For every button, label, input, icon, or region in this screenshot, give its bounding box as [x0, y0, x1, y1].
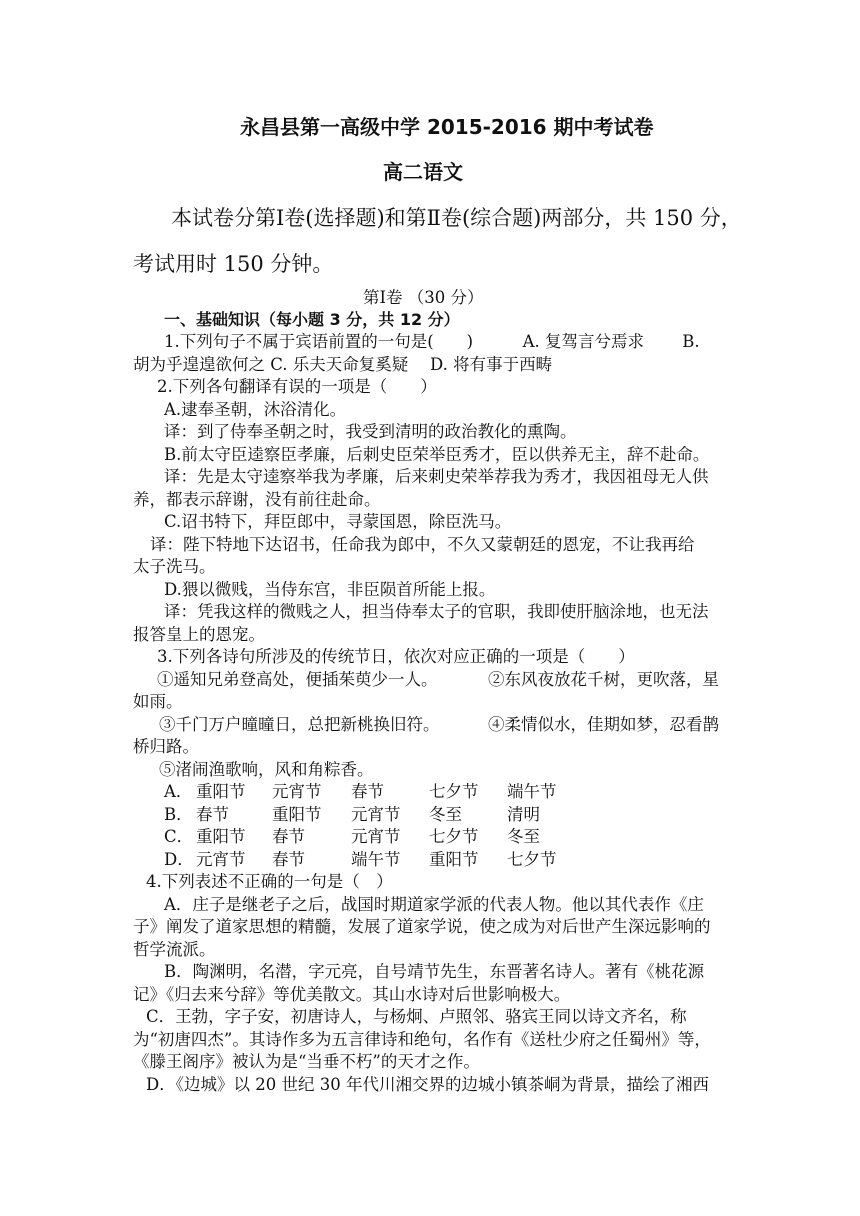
q3-option-item: 冬至: [429, 805, 462, 824]
q3-option-item: 元宵节: [351, 827, 401, 846]
subject-title: 高二语文: [383, 160, 463, 184]
q3-poem-4: ④柔情似水，佳期如梦，忍看鹊: [488, 715, 719, 734]
q3-poem-2-cont: 如雨。: [133, 692, 183, 711]
q3-option-label: C．: [164, 827, 194, 846]
q3-option-item: 春节: [272, 827, 305, 846]
q4-option-c-line-2: 为“初唐四杰”。其诗作多为五言律诗和绝句，名作有《送杜少府之任蜀州》等，: [133, 1030, 711, 1049]
q4-option-c-line-3: 《滕王阁序》被认为是“当垂不朽”的天才之作。: [133, 1052, 480, 1071]
q2-option-a-translation: 译：到了侍奉圣朝之时，我受到清明的政治教化的熏陶。: [164, 422, 577, 441]
q3-option-item: 七夕节: [429, 782, 479, 801]
q3-option-label: D．: [164, 850, 194, 869]
q2-option-d: D.猥以微贱，当侍东宫，非臣陨首所能上报。: [164, 580, 496, 599]
q3-option-item: 春节: [272, 850, 305, 869]
q2-option-c-translation-1: 译：陛下特地下达诏书，任命我为郎中，不久又蒙朝廷的恩宠，不让我再给: [150, 535, 695, 554]
q3-option-row: [0, 781, 860, 803]
q3-poem-1: ①遥知兄弟登高处，便插茱萸少一人。: [157, 670, 438, 689]
intro-line-2: 考试用时 150 分钟。: [133, 252, 334, 276]
q2-option-b-translation-2: 养，都表示辞谢，没有前往赴命。: [133, 490, 381, 509]
q2-option-c: C.诏书特下，拜臣郎中，寻蒙国恩，除臣洗马。: [164, 512, 512, 531]
q4-option-c-line-1: C．王勃，字子安，初唐诗人，与杨炯、卢照邻、骆宾王同以诗文齐名，称: [146, 1007, 687, 1026]
q3-option-item: 春节: [351, 782, 384, 801]
q3-option-label: A．: [164, 782, 193, 801]
q3-poem-4-cont: 桥归路。: [133, 737, 199, 756]
q3-option-item: 元宵节: [196, 850, 246, 869]
q4-stem: 4.下列表述不正确的一句是（ ）: [146, 872, 393, 891]
q3-poem-3: ③千门万户曈曈日，总把新桃换旧符。: [159, 715, 440, 734]
q3-option-item: 七夕节: [507, 850, 557, 869]
q4-option-b-line-1: B．陶渊明，名潜，字元亮，自号靖节先生，东晋著名诗人。著有《桃花源: [164, 962, 705, 981]
q4-option-a-line-1: A．庄子是继老子之后，战国时期道家学派的代表人物。他以其代表作《庄: [164, 895, 704, 914]
q3-poem-2: ②东风夜放花千树，更吹落，星: [488, 670, 719, 689]
q3-option-item: 重阳节: [272, 805, 322, 824]
q2-option-b: B.前太守臣逵察臣孝廉，后刺史臣荣举臣秀才，臣以供养无主，辞不赴命。: [164, 445, 710, 464]
q3-option-item: 重阳节: [196, 827, 246, 846]
section-heading: 一、基础知识（每小题 3 分，共 12 分）: [164, 310, 460, 329]
q1-line-1: 1.下列句子不属于宾语前置的一句是( ) A. 复驾言兮焉求 B.: [164, 332, 700, 351]
q2-option-b-translation-1: 译：先是太守逵察举我为孝廉，后来刺史荣举荐我为秀才，我因祖母无人供: [164, 467, 709, 486]
q2-option-a: A.逮奉圣朝，沐浴清化。: [164, 400, 347, 419]
q4-option-a-line-2: 子》阐发了道家思想的精髓，发展了道家学说，使之成为对后世产生深远影响的: [133, 917, 711, 936]
exam-title: 永昌县第一高级中学 2015-2016 期中考试卷: [240, 115, 654, 139]
q3-option-item: 重阳节: [429, 850, 479, 869]
q2-option-c-translation-2: 太子洗马。: [133, 557, 216, 576]
q3-option-item: 端午节: [507, 782, 557, 801]
q3-option-item: 重阳节: [196, 782, 246, 801]
q3-option-row: [0, 804, 860, 826]
q3-option-item: 清明: [507, 805, 540, 824]
q2-stem: 2.下列各句翻译有误的一项是（ ）: [157, 377, 437, 396]
q3-option-item: 端午节: [351, 850, 401, 869]
q3-option-item: 冬至: [507, 827, 540, 846]
q3-stem: 3.下列各诗句所涉及的传统节日，依次对应正确的一项是（ ）: [157, 647, 635, 666]
q2-option-d-translation-1: 译：凭我这样的微贱之人，担当侍奉太子的官职，我即使肝脑涂地，也无法: [164, 602, 709, 621]
part1-heading: 第Ⅰ卷 （30 分）: [363, 288, 484, 307]
q4-option-b-line-2: 记》《归去来兮辞》等优美散文。其山水诗对后世影响极大。: [133, 985, 571, 1004]
q4-option-d-line-1: D．《边城》以 20 世纪 30 年代川湘交界的边城小镇茶峒为背景，描绘了湘西: [146, 1075, 709, 1094]
q4-option-a-line-3: 哲学流派。: [133, 940, 216, 959]
q3-option-row: [0, 849, 860, 871]
q3-option-item: 元宵节: [272, 782, 322, 801]
q3-option-item: 春节: [196, 805, 229, 824]
q3-option-item: 七夕节: [429, 827, 479, 846]
q2-option-d-translation-2: 报答皇上的恩宠。: [133, 625, 265, 644]
q1-line-2: 胡为乎遑遑欲何之 C. 乐夫天命复奚疑 D. 将有事于西畴: [133, 355, 553, 374]
q3-poem-5: ⑤渚闹渔歌响，风和角粽香。: [159, 760, 374, 779]
intro-line-1: 本试卷分第Ⅰ卷(选择题)和第Ⅱ卷(综合题)两部分，共 150 分，: [171, 206, 742, 230]
q3-option-label: B．: [164, 805, 193, 824]
q3-option-item: 元宵节: [351, 805, 401, 824]
q3-option-row: [0, 826, 860, 848]
